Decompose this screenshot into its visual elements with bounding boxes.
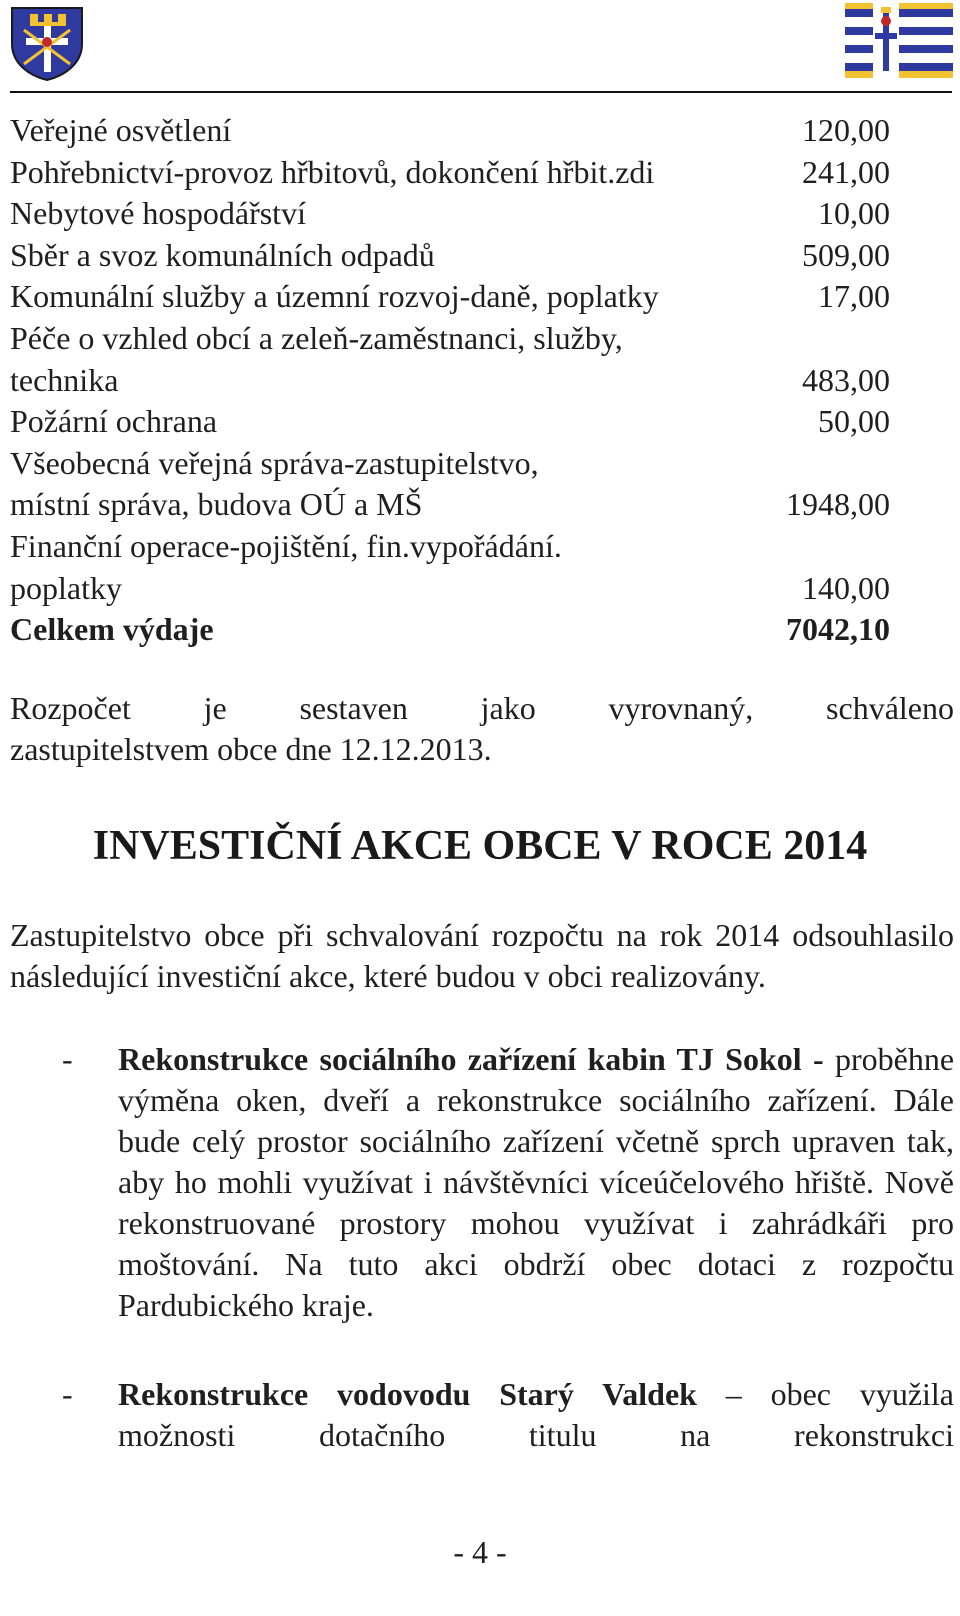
expense-value: 509,00 bbox=[802, 236, 890, 273]
total-value: 7042,10 bbox=[786, 611, 890, 648]
expense-value: 483,00 bbox=[802, 361, 890, 398]
item-title: Rekonstrukce sociálního zařízení kabin TJ Sokol - bbox=[118, 1041, 824, 1077]
expense-row bbox=[10, 276, 890, 318]
expense-label: Požární ochrana bbox=[10, 403, 218, 440]
expense-label: Finanční operace-pojištění, fin.vypořádání. bbox=[10, 527, 562, 564]
expense-label: Pohřebnictví-provoz hřbitovů, dokončení hřbit.zdi bbox=[10, 153, 655, 190]
expense-value: 10,00 bbox=[818, 195, 890, 232]
expense-row bbox=[10, 568, 890, 610]
expense-row bbox=[10, 235, 890, 277]
item-title: Rekonstrukce vodovodu Starý Valdek bbox=[118, 1376, 697, 1412]
header-rule bbox=[10, 91, 952, 93]
expense-value: 50,00 bbox=[818, 403, 890, 440]
coat-of-arms-icon bbox=[8, 4, 86, 82]
expense-row bbox=[10, 443, 890, 485]
section-title: INVESTIČNÍ AKCE OBCE V ROCE 2014 bbox=[92, 823, 868, 869]
expense-label: Veřejné osvětlení bbox=[10, 112, 232, 148]
expense-value: 17,00 bbox=[818, 278, 890, 315]
municipal-flag-icon bbox=[845, 3, 953, 78]
expense-row bbox=[10, 526, 890, 568]
expense-value: 241,00 bbox=[802, 153, 890, 190]
expense-value: 140,00 bbox=[802, 569, 890, 606]
expense-label: Péče o vzhled obcí a zeleň-zaměstnanci, služby, bbox=[10, 319, 623, 356]
expense-row bbox=[10, 110, 890, 152]
budget-note-line2: zastupitelstvem obce dne 12.12.2013. bbox=[10, 731, 492, 767]
investment-item bbox=[10, 1039, 954, 1326]
bullet-dash: - bbox=[62, 1041, 73, 1077]
expense-label: Komunální služby a územní rozvoj-daně, poplatky bbox=[10, 278, 659, 315]
investment-item bbox=[10, 1374, 954, 1456]
expense-row bbox=[10, 152, 890, 194]
expense-label: Nebytové hospodářství bbox=[10, 195, 306, 232]
expense-label: Všeobecná veřejná správa-zastupitelstvo, bbox=[10, 444, 539, 481]
expense-row bbox=[10, 484, 890, 526]
budget-note-line1: Rozpočet je sestaven jako vyrovnaný, schváleno bbox=[10, 690, 954, 726]
page-number: - 4 - bbox=[453, 1534, 507, 1570]
total-label: Celkem výdaje bbox=[10, 611, 214, 648]
expense-row bbox=[10, 360, 890, 402]
item-text: proběhne výměna oken, dveří a rekonstrukce sociálního zařízení. Dále bude celý prostor sociálního zařízení včetně sprch upraven tak, aby ho mohli využívat i návštěvníci víceúčelového hřiště. Nově rekonstruované prostory mohou využívat i zahrádkáři pro moštování. Na tuto akci obdrží obec dotaci z rozpočtu Pardubického kraje. bbox=[118, 1041, 955, 1323]
expense-label: poplatky bbox=[10, 569, 122, 606]
expense-row bbox=[10, 401, 890, 443]
expense-label: místní správa, budova OÚ a MŠ bbox=[10, 486, 423, 523]
item-text: – obec využila možnosti dotačního titulu na rekonstrukci bbox=[118, 1376, 955, 1453]
expense-value: 1948,00 bbox=[786, 486, 890, 523]
expense-value: 120,00 bbox=[802, 112, 890, 148]
total-row bbox=[10, 609, 890, 651]
expense-row bbox=[10, 318, 890, 360]
expense-label: technika bbox=[10, 361, 119, 398]
expense-label: Sběr a svoz komunálních odpadů bbox=[10, 236, 435, 273]
bullet-dash: - bbox=[62, 1376, 73, 1412]
expense-row bbox=[10, 193, 890, 235]
expense-list bbox=[10, 110, 890, 651]
intro-paragraph: Zastupitelstvo obce při schvalování rozpočtu na rok 2014 odsouhlasilo následující investiční akce, které budou v obci realizovány. bbox=[10, 917, 954, 994]
